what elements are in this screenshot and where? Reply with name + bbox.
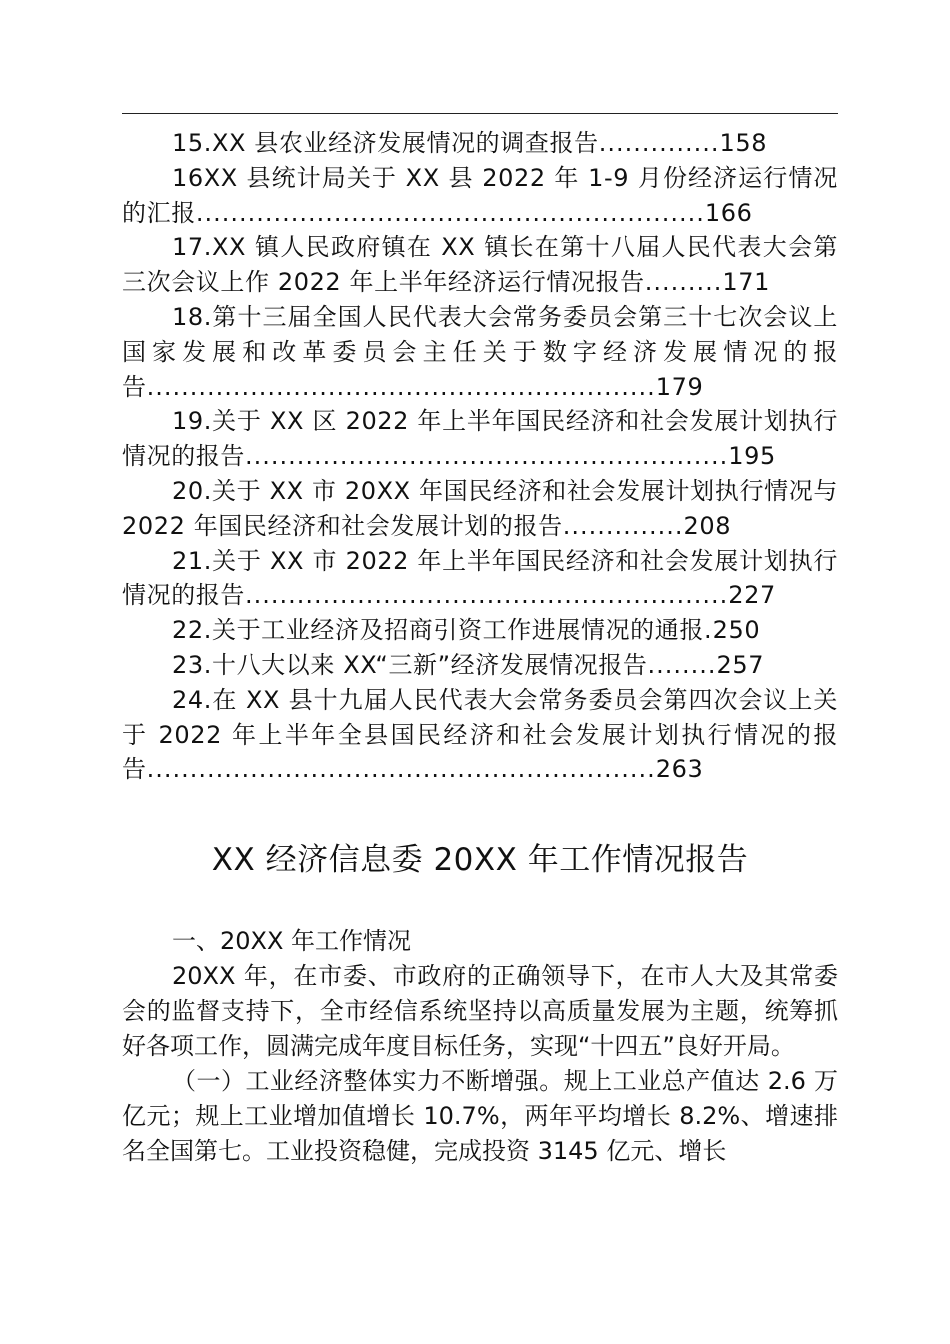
- toc-page-number: 171: [722, 268, 771, 297]
- toc-page-number: 166: [704, 198, 753, 227]
- toc-leader: ...........................................................: [195, 198, 705, 227]
- toc-entry-19[interactable]: [122, 404, 838, 474]
- toc-page-number: 250: [712, 616, 761, 645]
- toc-entry-24[interactable]: [122, 683, 838, 787]
- toc-leader: ...........................................................: [146, 755, 656, 784]
- table-of-contents: [122, 126, 838, 787]
- toc-page-number: 195: [728, 442, 776, 471]
- toc-entry-16[interactable]: [122, 161, 838, 231]
- toc-entry-15[interactable]: [122, 126, 838, 161]
- body-paragraph: （一）工业经济整体实力不断增强。规上工业总产值达 2.6 万亿元；规上工业增加值增长 10.7%，两年平均增长 8.2%、增速排名全国第七。工业投资稳健，完成投资 3145 亿元、增长: [122, 1067, 838, 1165]
- toc-page-number: 227: [728, 581, 776, 610]
- toc-leader: ........................................................: [245, 442, 729, 471]
- toc-leader: .........: [644, 268, 723, 297]
- toc-leader: ........................................................: [245, 581, 729, 610]
- toc-page-number: 257: [716, 650, 765, 679]
- body-paragraph: 20XX 年，在市委、市政府的正确领导下，在市人大及其常委会的监督支持下，全市经信系统坚持以高质量发展为主题，统筹抓好各项工作，圆满完成年度目标任务，实现“十四五”良好开局。: [122, 962, 838, 1060]
- toc-page-number: 158: [719, 129, 768, 157]
- toc-entry-text: 22.关于工业经济及招商引资工作进展情况的通报: [172, 616, 704, 645]
- toc-leader: ........: [647, 650, 717, 679]
- toc-entry-18[interactable]: [122, 300, 838, 404]
- toc-leader: ..............: [598, 129, 720, 157]
- toc-entry-22[interactable]: [122, 613, 838, 648]
- toc-entry-text: 18.第十三届全国人民代表大会常务委员会第三十七次会议上国家发展和改革委员会主任关于数字经济发展情况的报告: [122, 302, 838, 401]
- toc-page-number: 263: [655, 755, 704, 784]
- toc-entry-17[interactable]: [122, 230, 838, 300]
- toc-leader: ..............: [562, 511, 684, 540]
- toc-entry-text: 17.XX 镇人民政府镇在 XX 镇长在第十八届人民代表大会第三次会议上作 2022 年上半年经济运行情况报告: [122, 233, 838, 297]
- toc-page-number: 208: [683, 511, 732, 540]
- toc-entry-21[interactable]: [122, 544, 838, 614]
- toc-leader: .: [703, 616, 713, 645]
- toc-entry-text: 24.在 XX 县十九届人民代表大会常务委员会第四次会议上关于 2022 年上半年全县国民经济和社会发展计划执行情况的报告: [122, 685, 838, 784]
- document-body: [122, 924, 838, 1169]
- toc-entry-text: 19.关于 XX 区 2022 年上半年国民经济和社会发展计划执行情况的报告: [122, 407, 838, 471]
- document-title: XX 经济信息委 20XX 年工作情况报告: [211, 842, 749, 878]
- toc-entry-text: 15.XX 县农业经济发展情况的调查报告: [172, 129, 599, 157]
- toc-entry-text: 16XX 县统计局关于 XX 县 2022 年 1-9 月份经济运行情况的汇报: [122, 163, 838, 227]
- toc-leader: ...........................................................: [146, 372, 656, 401]
- header-rule: [122, 113, 838, 114]
- toc-entry-23[interactable]: [122, 648, 838, 683]
- toc-page-number: 179: [655, 372, 704, 401]
- section-heading: 一、20XX 年工作情况: [172, 927, 412, 955]
- toc-entry-text: 20.关于 XX 市 20XX 年国民经济和社会发展计划执行情况与 2022 年国民经济和社会发展计划的报告: [122, 476, 838, 540]
- toc-entry-20[interactable]: [122, 474, 838, 544]
- toc-entry-text: 21.关于 XX 市 2022 年上半年国民经济和社会发展计划执行情况的报告: [122, 546, 838, 610]
- toc-entry-text: 23.十八大以来 XX“三新”经济发展情况报告: [172, 650, 648, 679]
